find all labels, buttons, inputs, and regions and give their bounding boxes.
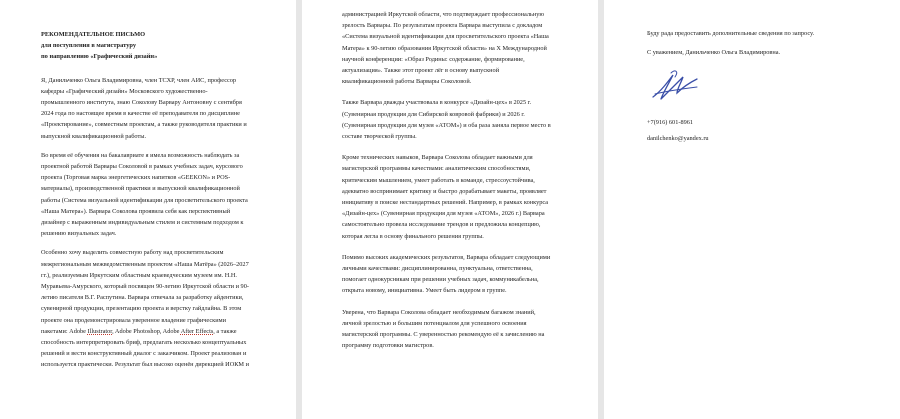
text-line: «Проектирование», совместным проектам, а также руководителя практики и: [41, 121, 247, 129]
text-line: «Наша Матера»). Варвара Соколова проявила себя как перспективный: [41, 207, 231, 215]
paragraph-project: [41, 247, 275, 370]
paragraph-bachelor-work: [41, 150, 275, 240]
text-line: способность интерпретировать бриф, предлагать несколько концептуальных: [41, 339, 247, 347]
text-line: выпускной квалификационной работы.: [41, 132, 147, 140]
text-line: (Сувенирная продукция для Сибирской ковровой фабрики) и 2026 г.: [342, 110, 525, 118]
text-line: программу подготовки магистров.: [342, 342, 434, 350]
text-line: Во время её обучения на бакалавриате я имела возможность наблюдать за: [41, 151, 240, 159]
paragraph-competitions: [342, 97, 574, 142]
text-line: Матера» к 90-летию образования Иркутской области» на X Международной: [342, 44, 547, 52]
contact-block: [647, 117, 880, 145]
text-line: составе творческой группы.: [342, 133, 417, 141]
text-line: магистерской программы. С уверенностью рекомендую её к зачислению на: [342, 331, 545, 339]
text-line: Уверена, что Варвара Соколова обладает необходимым багажом знаний,: [342, 308, 536, 316]
paragraph-personal-qualities: [342, 252, 574, 297]
text-line: (Сувенирная продукция для музея «АТОМ») и оба раза заняла первое место в: [342, 121, 551, 129]
text-line: личными качествами: дисциплинированна, пунктуальна, ответственна,: [342, 265, 533, 273]
text-line: самостоятельно провела исследование трендов и предложила концепцию,: [342, 221, 541, 229]
text-line: личной зрелостью и большим потенциалом для успешного освоения: [342, 319, 527, 327]
text-line: «Система визуальной идентификации для просветительского проекта «Наша: [342, 33, 549, 41]
text-line: Особенно хочу выделить совместную работу над просветительским: [41, 249, 224, 257]
spellcheck-word-after-effects[interactable]: After Effects: [180, 327, 214, 335]
text-line: квалификационной работы Варвары Соколовой.: [342, 78, 472, 86]
title-line: по направлению «Графический дизайн»: [41, 53, 158, 61]
paragraph-skills: [342, 152, 574, 242]
text-line: которая легла в основу финального решения группы.: [342, 232, 484, 240]
text-line-software: [41, 326, 275, 337]
closing-regards: С уважением, Данильченко Ольга Владимировна.: [647, 49, 781, 57]
text-line: научной конференции: «Образ Родины: содержание, формирование,: [342, 55, 525, 63]
title-line: РЕКОМЕНДАТЕЛЬНОЕ ПИСЬМО: [41, 31, 146, 38]
text-line: адекватно воспринимает критику и быстро дорабатывает макеты, проявляет: [342, 187, 547, 195]
text-line: используется практически. Результат был высоко оценён дирекцией ИОКМ и: [41, 361, 249, 369]
document-page-3: [604, 0, 900, 419]
text-line: дизайнер с выраженным индивидуальным стилем и системным подходом к: [41, 219, 244, 227]
text-line: проекте она продемонстрировала уверенное владение графическими: [41, 316, 226, 324]
text-line: сувенирной продукции, презентацию проекта и верстку гайдлайна. В этом: [41, 305, 242, 313]
text-line: администрацией Иркутской области, что подтверждает профессиональную: [342, 11, 545, 18]
text-line: решений и вести конструктивный диалог с заказчиком. Проект реализован и: [41, 350, 247, 358]
text-line: Кроме технических навыков, Варвара Соколова обладает важными для: [342, 154, 533, 162]
text-line: инициативу в поиске нестандартных решений. Например, в рамках конкурса: [342, 199, 549, 207]
text-line: Также Варвара дважды участвовала в конкурсе «Дизайн-цех» в 2025 г.: [342, 99, 532, 107]
text-line: критическим мышлением, умеет работать в команде, стрессоустойчива,: [342, 176, 535, 184]
contact-email[interactable]: danilchenko@yandex.ru: [647, 135, 709, 143]
text-line: актуализация». Также этот проект лёг в основу выпускной: [342, 67, 500, 75]
text-line: Помимо высоких академических результатов, Варвара обладает следующими: [342, 253, 551, 261]
text-line: открыта новому, инициативна. Умеет быть лидером в группе.: [342, 287, 507, 295]
letter-title: [41, 29, 275, 63]
text-line: материалы), производственной практики и выпускной квалификационной: [41, 185, 240, 193]
contact-phone: +7(916) 601-8961: [647, 119, 694, 127]
text-line: магистерской программы качествами: аналитическим способностями,: [342, 165, 531, 173]
text-line: межрегиональным межведомственным проектом «Наша Матёра» (2026–2027: [41, 260, 249, 268]
text-line: зрелость Варвары. По результатам проекта Варвара выступила с докладом: [342, 22, 543, 30]
text-line: Муравьева-Амурского, который посвящен 90-летию Иркутской области и 90-: [41, 283, 249, 291]
signature-icon: [647, 61, 707, 117]
text-line: проекта (Торговая марка энергетических напитков «GEEKON» и POS-: [41, 174, 231, 182]
closing-offer: Буду рада предоставить дополнительные сведения по запросу.: [647, 30, 815, 37]
text-line: гг.), реализуемым Иркутским областным краеведческим музеем им. Н.Н.: [41, 271, 237, 279]
paragraph-conclusion: [342, 307, 574, 352]
text-line: работы (Система визуальной идентификации для просветительского проекта: [41, 196, 248, 204]
text-line: промышленного института, знаю Соколову Варвару Антоновну с сентября: [41, 99, 242, 107]
document-page-1: [0, 0, 296, 419]
paragraph-introduction: [41, 75, 275, 142]
text-line: «Дизайн-цех» (Сувенирная продукция для музея «АТОМ», 2026 г.) Варвара: [342, 210, 545, 218]
text-line: помогает однокурсникам при решении учебных задач, коммуникабельна,: [342, 276, 539, 284]
spellcheck-word-illustrator[interactable]: Illustrator: [87, 327, 113, 335]
text-line: Я, Данильченко Ольга Владимировна, член ТСХР, член АИС, профессор: [41, 76, 237, 84]
paragraph-project-continued: [342, 9, 574, 87]
text-line: решению визуальных задач.: [41, 230, 117, 238]
text-segment: пакетами: Adobe: [41, 327, 88, 335]
text-line: проектной работой Варвары Соколовой в рамках учебных задач, курсового: [41, 163, 243, 171]
title-line: для поступления в магистратуру: [41, 42, 137, 50]
text-segment: , Adobe Photoshop, Adobe: [112, 327, 181, 335]
text-segment: , а также: [213, 327, 237, 335]
text-line: кафедры «Графический дизайн» Московского художественно-: [41, 87, 208, 95]
signature: [647, 61, 880, 117]
text-line: летию писателя В.Г. Распутина. Варвара отвечала за разработку айдентики,: [41, 294, 244, 302]
document-page-2: [302, 0, 598, 419]
text-line: 2024 года по настоящее время в качестве её преподавателя по дисциплине: [41, 110, 240, 118]
